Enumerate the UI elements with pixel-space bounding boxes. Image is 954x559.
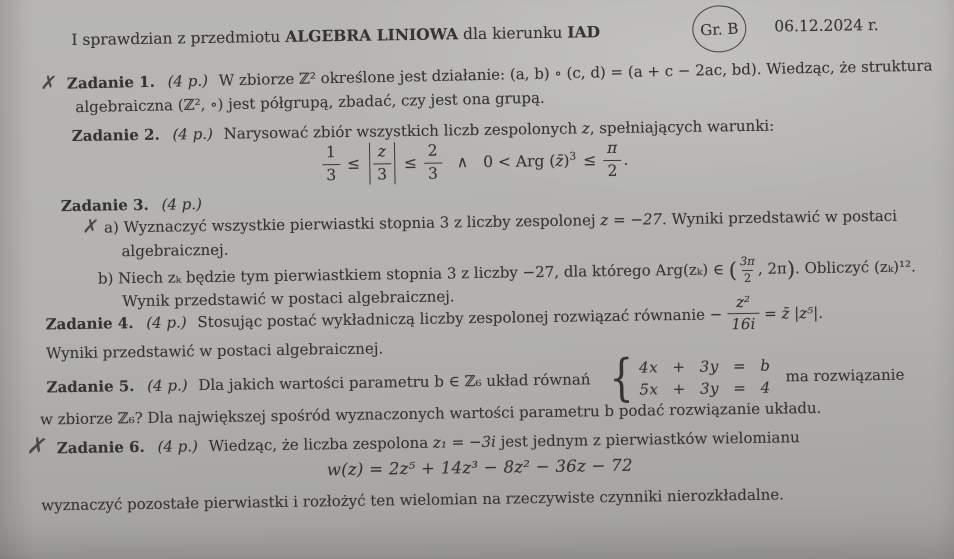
handwritten-x-mark: ✗ xyxy=(24,430,50,463)
frac-den: 2 xyxy=(603,159,621,179)
open-paren: ( xyxy=(728,258,738,283)
fraction-z2-16i xyxy=(727,292,759,334)
equation-system xyxy=(605,348,771,408)
task5-text-post: ma rozwiązanie xyxy=(785,365,905,385)
fraction-z-third xyxy=(373,144,391,182)
task4-text-line2: Wyniki przedstawić w postaci algebraicznej. xyxy=(45,339,384,363)
system-equation-2: 5x + 3y = 4 xyxy=(639,378,771,399)
task2-text-post: , spełniających warunki: xyxy=(589,116,775,138)
task6-line1 xyxy=(24,423,800,463)
task6-text-pre: Wiedząc, że liczba zespolona xyxy=(208,433,434,455)
course-name: ALGEBRA LINIOWA xyxy=(285,24,459,46)
task1-points: (4 p.) xyxy=(167,71,209,91)
task3a-text-line2: algebraicznej. xyxy=(121,240,229,261)
task6-label: Zadanie 6. xyxy=(56,437,145,458)
fraction-pi-half xyxy=(603,138,622,180)
task3a-text-post: . Wyniki przedstawić w postaci xyxy=(661,206,898,229)
task4-text-pre: Stosując postać wykładniczą liczby zespolonej rozwiązać równanie − xyxy=(197,304,723,331)
z-conjugate: z̄ xyxy=(555,152,564,171)
task5-points: (4 p.) xyxy=(147,375,188,395)
task3-label: Zadanie 3. xyxy=(60,195,149,216)
system-brace: { xyxy=(608,348,634,408)
exam-header xyxy=(71,22,600,49)
task2-text-var: z xyxy=(581,119,590,138)
handwritten-x-mark: ✗ xyxy=(81,214,101,241)
task3-header xyxy=(61,195,208,215)
task4-line2 xyxy=(46,339,383,362)
task5-text-line2: w zbiorze ℤ₆? Dla największej spośród wyznaczonych wartości parametru b podać rozwiązanie układu. xyxy=(39,398,822,429)
frac-den: 2 xyxy=(742,269,754,284)
task3b-item: b) xyxy=(97,269,114,288)
group-badge xyxy=(691,4,747,54)
frac-num: 3π xyxy=(739,253,755,269)
task5-label: Zadanie 5. xyxy=(46,376,135,396)
system-equation-1: 4x + 3y = b xyxy=(638,356,771,377)
arg-pre: 0 < Arg ( xyxy=(482,152,556,172)
leq-sign: ≤ xyxy=(346,154,361,173)
task6-text-post: jest jednym z pierwiastków wielomianu xyxy=(495,428,800,451)
task3b-line1 xyxy=(98,253,916,293)
exam-title-prefix: I sprawdzian z przedmiotu xyxy=(71,27,281,49)
frac-num: z xyxy=(377,142,386,161)
fraction-two-thirds xyxy=(424,141,442,183)
arg-close: ) xyxy=(563,152,570,171)
fraction-one-third xyxy=(322,145,340,183)
arg-condition xyxy=(483,151,576,172)
task3b-text-post: . Obliczyć (zₖ)¹². xyxy=(794,257,917,278)
task3a-text-pre: Wyznaczyć wszystkie pierwiastki stopnia 3 z liczby zespolonej xyxy=(123,211,601,237)
frac-num: z² xyxy=(735,292,751,312)
close-paren: ) xyxy=(786,257,796,282)
task6-root-value: z₁ = −3i xyxy=(432,432,497,452)
task4-label: Zadanie 4. xyxy=(45,313,134,333)
program-name: IAD xyxy=(567,22,601,42)
handwritten-x-mark: ✗ xyxy=(39,70,58,97)
leq-sign: ≤ xyxy=(403,153,418,173)
task3b-text-line2: Wynik przedstawić w postaci algebraicznej. xyxy=(122,287,455,311)
task1-line2 xyxy=(75,89,545,116)
frac-den: 3 xyxy=(424,162,442,182)
arg-exponent: 3 xyxy=(569,150,577,164)
task2-points: (4 p.) xyxy=(172,124,214,144)
logical-and-sign: ∧ xyxy=(456,153,469,172)
task3a-line2 xyxy=(121,241,228,261)
task4-points: (4 p.) xyxy=(146,312,187,332)
formula-period: . xyxy=(623,150,629,169)
polynomial-formula: w(z) = 2z⁵ + 14z³ − 8z² − 36z − 72 xyxy=(326,455,633,480)
exam-title-mid: dla kierunku xyxy=(462,23,563,44)
exam-date: 06.12.2024 r. xyxy=(774,16,879,36)
task6-points: (4 p.) xyxy=(157,437,199,456)
frac-num: 1 xyxy=(325,143,336,162)
task2-label: Zadanie 2. xyxy=(71,125,160,145)
task4-equation-rhs: = z̄ |z⁵|. xyxy=(764,303,824,323)
group-label: Gr. B xyxy=(699,18,739,39)
task1-text-line1: W zbiorze ℤ² określone jest działanie: (a, b) ∘ (c, d) = (a + c − 2ac, bd). Wiedząc, że struktura xyxy=(218,56,933,90)
task5-text-pre: Dla jakich wartości parametru b ∈ ℤ₆ układ równań xyxy=(198,369,591,394)
task2-text-pre: Narysować zbiór wszystkich liczb zespolonych xyxy=(223,119,582,143)
task3-points: (4 p.) xyxy=(161,195,203,214)
task6-line2 xyxy=(41,485,784,514)
fraction-3pi-2 xyxy=(738,253,757,285)
task3a-equation: z = −27 xyxy=(600,210,663,230)
frac-den: 16i xyxy=(727,313,759,332)
task3a-item: a) xyxy=(103,218,119,237)
frac-den: 3 xyxy=(322,164,340,184)
frac-num: π xyxy=(606,138,618,158)
task1-text-line2: algebraiczna (ℤ², ∘) jest półgrupą, zbadać, czy jest ona grupą. xyxy=(75,88,545,117)
task1-label: Zadanie 1. xyxy=(66,72,156,93)
absolute-value xyxy=(369,142,395,184)
frac-den: 3 xyxy=(373,163,391,183)
task6-text-line2: wyznaczyć pozostałe pierwiastki i rozłożyć ten wielomian na rzeczywiste czynniki nierozkładalne. xyxy=(41,485,785,515)
system-rows xyxy=(639,356,771,398)
frac-num: 2 xyxy=(427,141,438,160)
task3b-interval-end: , 2π xyxy=(757,259,787,278)
task1-line1 xyxy=(39,54,933,97)
leq-sign: ≤ xyxy=(583,151,597,170)
task3b-text-pre: Niech zₖ będzie tym pierwiastkiem stopnia 3 z liczby −27, dla którego Arg(zₖ) ∈ xyxy=(118,260,729,288)
